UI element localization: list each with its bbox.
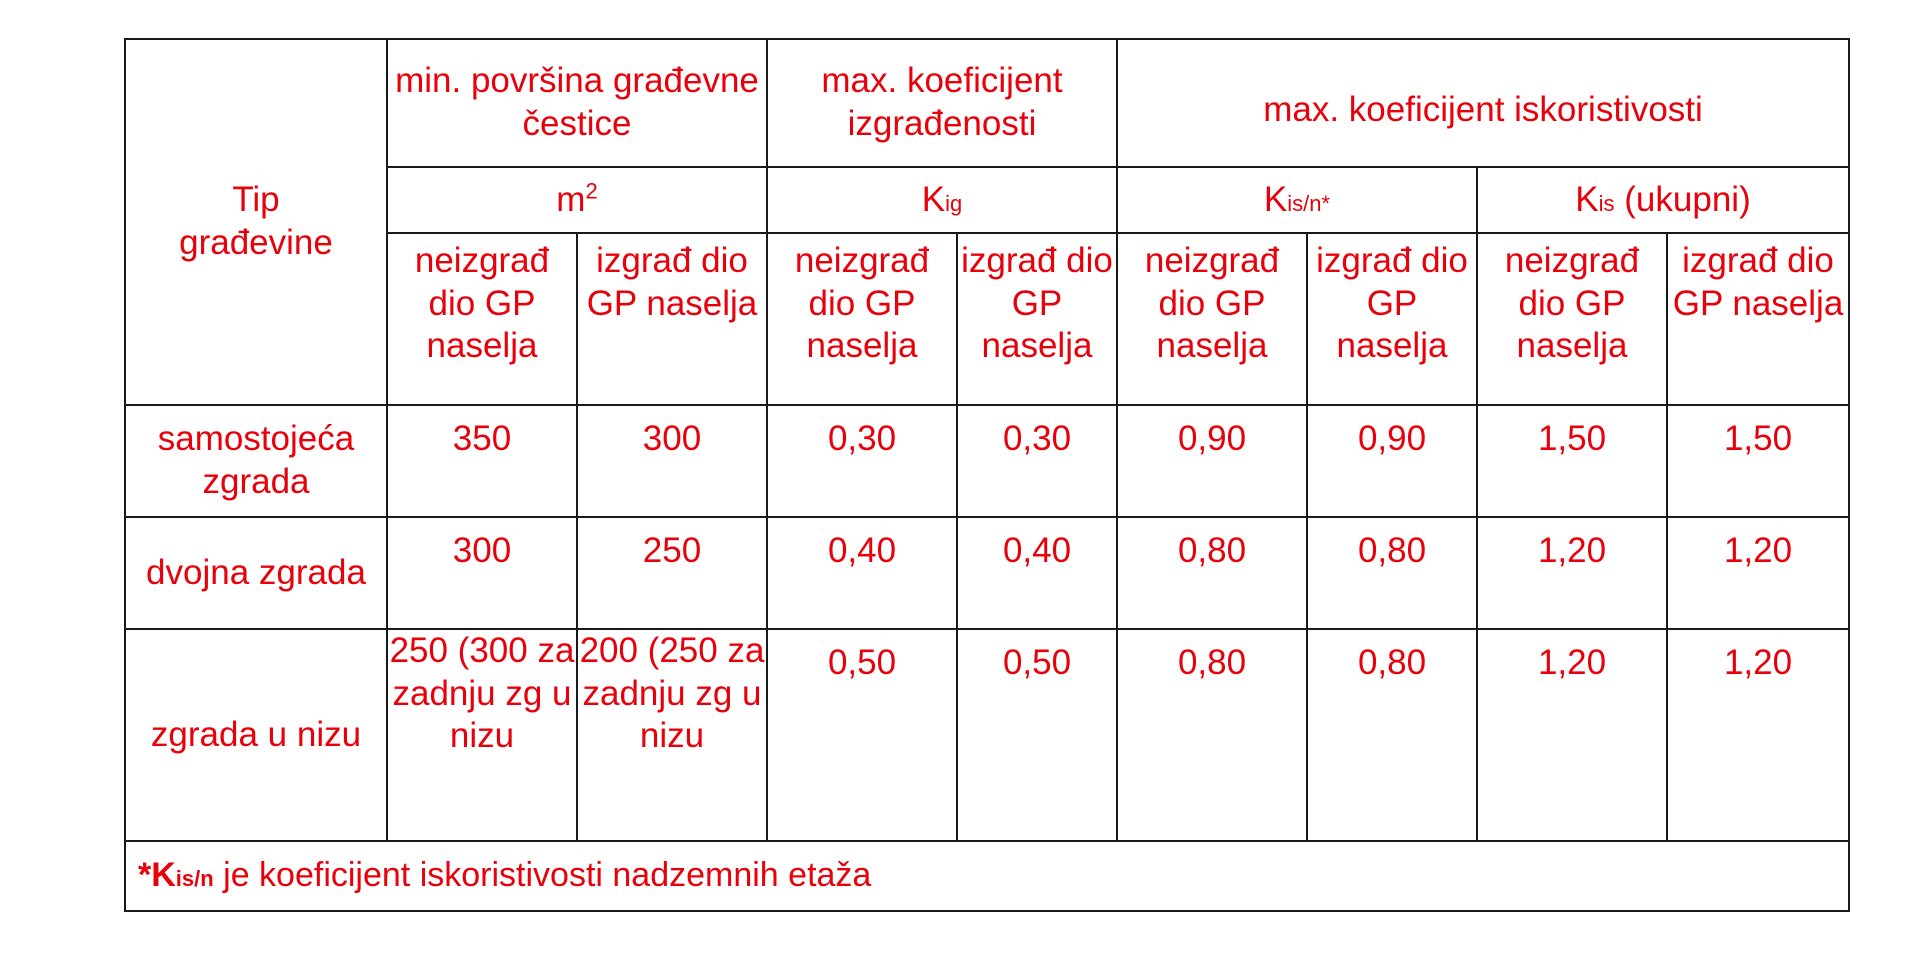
- subcol-neizgrad-1: neizgrađ dio GP naselja: [387, 233, 577, 405]
- subcol-izgrad-2: izgrađ dio GP naselja: [957, 233, 1117, 405]
- table-cell: 200 (250 za zadnju zg u nizu: [577, 629, 767, 841]
- table-row: [125, 517, 1849, 629]
- footnote-text: je koeficijent iskoristivosti nadzemnih etaža: [213, 856, 872, 895]
- row-label: samostojeća zgrada: [125, 405, 387, 517]
- table-cell: 300: [387, 517, 577, 629]
- table-cell: 0,80: [1117, 629, 1307, 841]
- subcol-neizgrad-2: neizgrađ dio GP naselja: [767, 233, 957, 405]
- table-cell: 0,40: [957, 517, 1117, 629]
- subcol-neizgrad-4: neizgrađ dio GP naselja: [1477, 233, 1667, 405]
- table-cell: 0,30: [957, 405, 1117, 517]
- table-cell: 1,20: [1477, 517, 1667, 629]
- tip-gradevine-header: [125, 39, 387, 405]
- table-cell: 0,50: [767, 629, 957, 841]
- table-cell: 0,40: [767, 517, 957, 629]
- table-cell: 0,30: [767, 405, 957, 517]
- table-cell: 300: [577, 405, 767, 517]
- table-row: [125, 405, 1849, 517]
- footnote-row: [125, 841, 1849, 911]
- unit-kig: [767, 167, 1117, 233]
- unit-kisn-sub: is/n*: [1287, 190, 1331, 216]
- building-parameters-table: [124, 38, 1850, 912]
- subcol-izgrad-1: izgrađ dio GP naselja: [577, 233, 767, 405]
- table-cell: 1,50: [1477, 405, 1667, 517]
- subcol-izgrad-3: izgrađ dio GP naselja: [1307, 233, 1477, 405]
- footnote-k: K: [151, 856, 176, 895]
- footnote: [125, 841, 1849, 911]
- table-cell: 0,80: [1117, 517, 1307, 629]
- unit-m2: [387, 167, 767, 233]
- table-cell: 0,90: [1307, 405, 1477, 517]
- table-cell: 250 (300 za zadnju zg u nizu: [387, 629, 577, 841]
- max-koef-iskoristivosti-header: max. koeficijent iskoristivosti: [1117, 39, 1849, 167]
- subcol-izgrad-4: izgrađ dio GP naselja: [1667, 233, 1849, 405]
- table-cell: 1,50: [1667, 405, 1849, 517]
- unit-m2-sup: 2: [585, 178, 598, 203]
- unit-kis-ukupni: [1477, 167, 1849, 233]
- table-cell: 1,20: [1667, 517, 1849, 629]
- unit-kis-sub: is: [1598, 190, 1615, 216]
- table-cell: 0,90: [1117, 405, 1307, 517]
- footnote-star: *: [138, 856, 152, 895]
- table-cell: 0,80: [1307, 629, 1477, 841]
- unit-kisn: [1117, 167, 1477, 233]
- tip-header-text: Tip građevine: [179, 180, 333, 262]
- min-povrsina-header: min. površina građevne čestice: [387, 39, 767, 167]
- row-label: zgrada u nizu: [125, 629, 387, 841]
- unit-kig-sub: ig: [945, 190, 963, 216]
- max-koef-izgradenosti-header: max. koeficijent izgrađenosti: [767, 39, 1117, 167]
- table-cell: 1,20: [1667, 629, 1849, 841]
- table-cell: 250: [577, 517, 767, 629]
- table-cell: 1,20: [1477, 629, 1667, 841]
- unit-m2-base: m: [556, 179, 586, 219]
- table-row: [125, 629, 1849, 841]
- unit-kis-suffix: (ukupni): [1614, 179, 1751, 219]
- subcol-neizgrad-3: neizgrađ dio GP naselja: [1117, 233, 1307, 405]
- row-label: dvojna zgrada: [125, 517, 387, 629]
- footnote-sub: is/n: [175, 866, 214, 892]
- unit-kis-base: K: [1575, 179, 1599, 219]
- table-cell: 350: [387, 405, 577, 517]
- unit-kisn-base: K: [1263, 179, 1288, 219]
- unit-kig-base: K: [921, 179, 946, 219]
- table-cell: 0,50: [957, 629, 1117, 841]
- table-cell: 0,80: [1307, 517, 1477, 629]
